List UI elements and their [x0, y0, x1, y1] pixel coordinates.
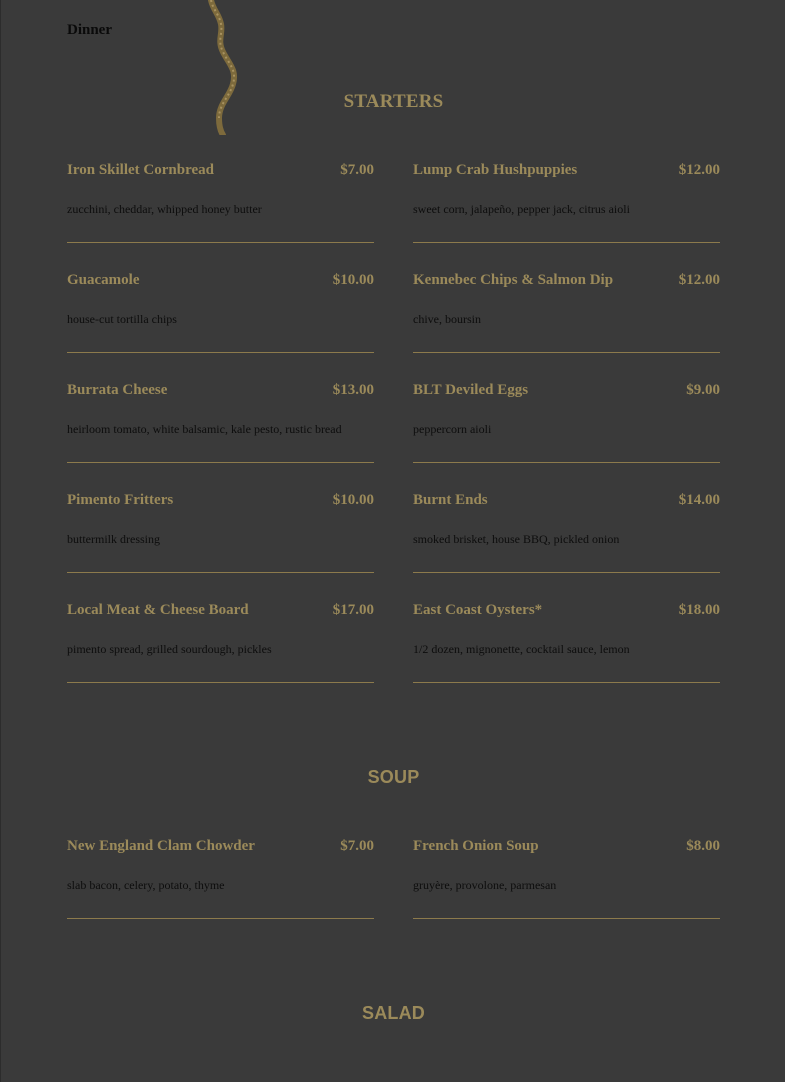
- soup-grid: [67, 838, 720, 948]
- item-description: peppercorn aioli: [413, 422, 492, 436]
- menu-item: [67, 492, 374, 573]
- item-price: $13.00: [332, 382, 374, 398]
- item-name: East Coast Oysters*: [413, 602, 543, 618]
- item-name: Lump Crab Hushpuppies: [413, 162, 578, 178]
- item-description: pimento spread, grilled sourdough, pickles: [67, 642, 272, 656]
- menu-item: [67, 838, 374, 919]
- item-price: $14.00: [678, 492, 720, 508]
- item-name: Burnt Ends: [413, 492, 488, 508]
- item-name: French Onion Soup: [413, 838, 539, 854]
- item-price: $7.00: [340, 162, 374, 178]
- section-title-salad: SALAD: [362, 1003, 425, 1023]
- item-name: Burrata Cheese: [67, 382, 168, 398]
- section-title-starters: STARTERS: [343, 91, 444, 112]
- item-name: Pimento Fritters: [67, 492, 174, 508]
- item-description: house-cut tortilla chips: [67, 312, 177, 326]
- menu-label: Dinner: [67, 22, 112, 38]
- item-description: heirloom tomato, white balsamic, kale pesto, rustic bread: [67, 422, 342, 436]
- item-price: $7.00: [340, 838, 374, 854]
- menu-item: [413, 162, 720, 243]
- item-name: Local Meat & Cheese Board: [67, 602, 249, 618]
- item-description: 1/2 dozen, mignonette, cocktail sauce, lemon: [413, 642, 630, 656]
- item-name: BLT Deviled Eggs: [413, 382, 529, 398]
- item-description: chive, boursin: [413, 312, 481, 326]
- menu-item: [413, 838, 720, 919]
- menu-item: [67, 602, 374, 683]
- item-price: $18.00: [678, 602, 720, 618]
- item-name: Guacamole: [67, 272, 140, 288]
- menu-item: [413, 272, 720, 353]
- menu-item: [413, 492, 720, 573]
- item-price: $12.00: [678, 272, 720, 288]
- item-description: sweet corn, jalapeño, pepper jack, citrus aioli: [413, 202, 630, 216]
- item-price: $17.00: [332, 602, 374, 618]
- starters-grid: [67, 162, 720, 712]
- menu-item: [67, 272, 374, 353]
- item-price: $12.00: [678, 162, 720, 178]
- item-description: smoked brisket, house BBQ, pickled onion: [413, 532, 620, 546]
- item-name: Kennebec Chips & Salmon Dip: [413, 272, 614, 288]
- item-name: Iron Skillet Cornbread: [67, 162, 214, 178]
- menu-item: [67, 382, 374, 463]
- item-description: buttermilk dressing: [67, 532, 160, 546]
- menu-item: [67, 162, 374, 243]
- item-price: $10.00: [332, 492, 374, 508]
- item-description: slab bacon, celery, potato, thyme: [67, 878, 225, 892]
- item-price: $8.00: [686, 838, 720, 854]
- item-price: $10.00: [332, 272, 374, 288]
- item-price: $9.00: [686, 382, 720, 398]
- twig-illustration: [197, 0, 267, 135]
- menu-item: [413, 382, 720, 463]
- item-description: gruyère, provolone, parmesan: [413, 878, 557, 892]
- item-name: New England Clam Chowder: [67, 838, 255, 854]
- item-description: zucchini, cheddar, whipped honey butter: [67, 202, 262, 216]
- section-title-soup: SOUP: [367, 767, 420, 787]
- menu-item: [413, 602, 720, 683]
